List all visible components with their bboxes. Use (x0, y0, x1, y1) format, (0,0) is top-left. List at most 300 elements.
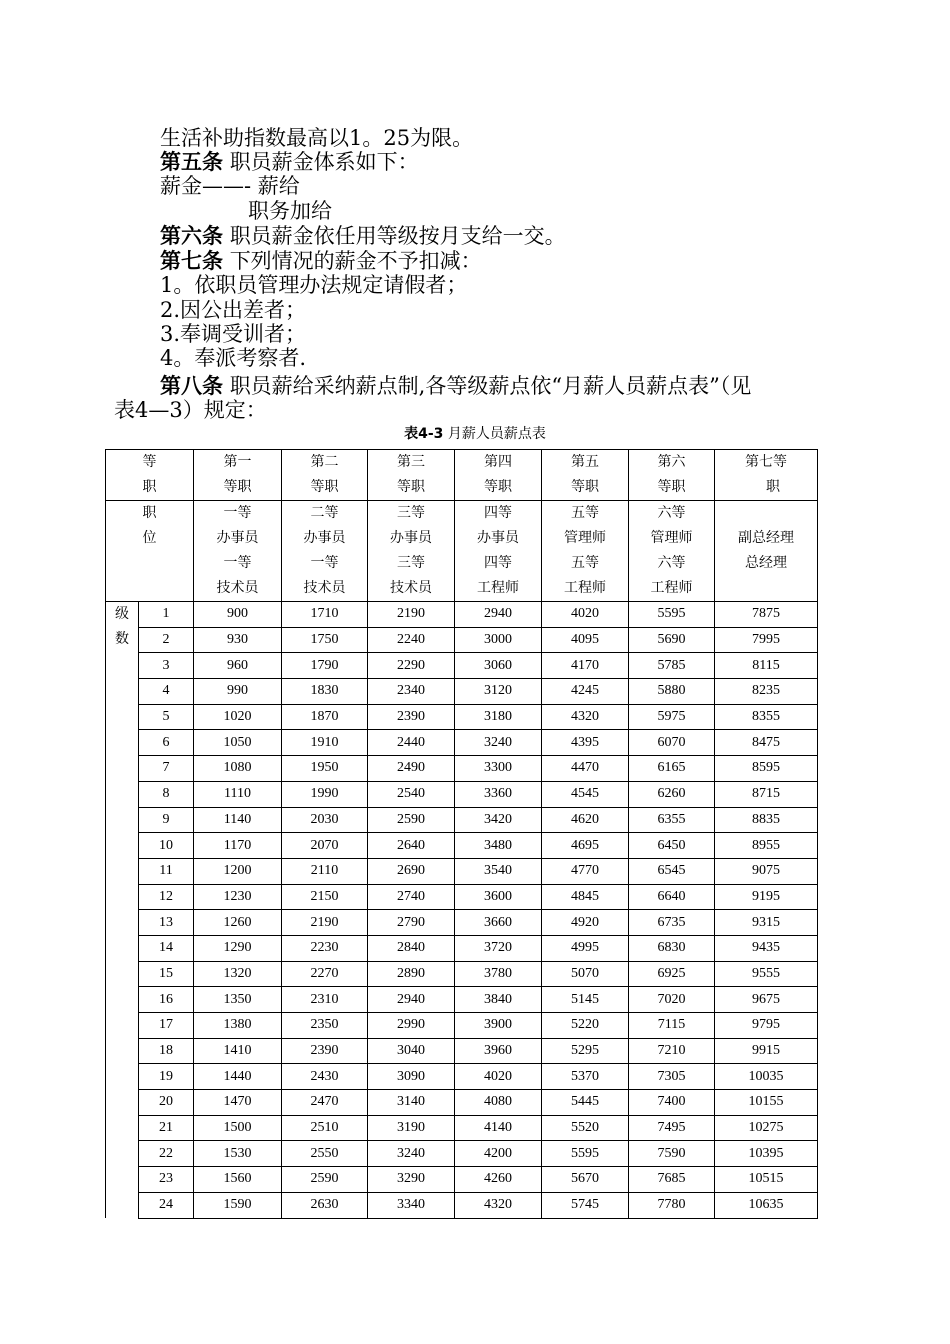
salary-point-cell: 7305 (629, 1064, 715, 1090)
salary-point-cell: 2310 (282, 987, 368, 1013)
salary-point-cell: 1750 (282, 627, 368, 653)
grade-header (282, 450, 368, 501)
grade-header (542, 450, 629, 501)
grade-header-line: 等职 (484, 480, 512, 495)
salary-point-cell: 7995 (715, 627, 818, 653)
salary-point-cell: 2540 (368, 781, 455, 807)
salary-point-cell: 1320 (194, 961, 282, 987)
salary-point-cell: 8475 (715, 730, 818, 756)
salary-point-cell: 7685 (629, 1167, 715, 1193)
level-label-text: 数 (115, 632, 129, 647)
table-row (106, 627, 818, 653)
salary-point-cell: 2340 (368, 679, 455, 705)
salary-point-cell: 7780 (629, 1192, 715, 1218)
salary-point-cell: 4140 (455, 1115, 542, 1141)
salary-point-cell: 3840 (455, 987, 542, 1013)
salary-point-cell: 10035 (715, 1064, 818, 1090)
salary-point-cell: 7210 (629, 1038, 715, 1064)
salary-point-cell: 8955 (715, 833, 818, 859)
salary-point-cell: 3720 (455, 935, 542, 961)
salary-point-cell: 9435 (715, 935, 818, 961)
position-line: 三等 (397, 556, 425, 571)
salary-point-table (105, 449, 818, 1219)
position-header (542, 501, 629, 602)
salary-point-cell: 4020 (542, 602, 629, 628)
salary-point-cell: 1710 (282, 602, 368, 628)
table-row (106, 756, 818, 782)
table-row (106, 704, 818, 730)
grade-header (455, 450, 542, 501)
salary-point-cell: 4845 (542, 884, 629, 910)
salary-point-cell: 4995 (542, 935, 629, 961)
salary-point-cell: 8835 (715, 807, 818, 833)
salary-point-cell: 2070 (282, 833, 368, 859)
grade-header-line: 第二 (310, 455, 339, 470)
grade-header (194, 450, 282, 501)
salary-point-cell: 3180 (455, 704, 542, 730)
article-8 (160, 374, 751, 398)
position-line: 管理师 (564, 531, 606, 546)
article-6 (160, 224, 566, 248)
salary-point-cell: 1020 (194, 704, 282, 730)
table-row (106, 679, 818, 705)
level-number-cell: 8 (139, 781, 194, 807)
salary-point-cell: 3240 (455, 730, 542, 756)
level-number-cell: 4 (139, 679, 194, 705)
corner-grade-text-2: 职 (142, 480, 157, 495)
salary-point-cell: 4470 (542, 756, 629, 782)
salary-point-cell: 3660 (455, 910, 542, 936)
salary-point-cell: 4260 (455, 1167, 542, 1193)
salary-point-cell: 3960 (455, 1038, 542, 1064)
salary-point-cell: 3000 (455, 627, 542, 653)
position-line: 六等 (657, 556, 686, 571)
salary-point-cell: 990 (194, 679, 282, 705)
salary-point-cell: 930 (194, 627, 282, 653)
salary-structure-line-2: 职务加给 (248, 199, 332, 223)
grade-header-line: 等职 (571, 480, 599, 495)
level-number-cell: 2 (139, 627, 194, 653)
salary-point-cell: 10635 (715, 1192, 818, 1218)
salary-point-cell: 5070 (542, 961, 629, 987)
position-header (368, 501, 455, 602)
salary-point-cell: 3540 (455, 858, 542, 884)
grade-header-line: 第一 (223, 455, 252, 470)
position-line: 办事员 (390, 531, 432, 546)
table-row (106, 807, 818, 833)
salary-point-cell: 8235 (715, 679, 818, 705)
article-7 (160, 249, 482, 273)
header-grade-row (106, 450, 818, 501)
level-number-cell: 10 (139, 833, 194, 859)
position-line: 三等 (397, 506, 425, 521)
salary-point-cell: 2430 (282, 1064, 368, 1090)
salary-point-cell: 5880 (629, 679, 715, 705)
salary-point-cell: 7590 (629, 1141, 715, 1167)
salary-point-cell: 4095 (542, 627, 629, 653)
level-label-cell (106, 602, 139, 1219)
salary-point-cell: 3120 (455, 679, 542, 705)
salary-point-cell: 5785 (629, 653, 715, 679)
salary-point-cell: 900 (194, 602, 282, 628)
level-number-cell: 7 (139, 756, 194, 782)
position-line: 一等 (223, 556, 252, 571)
salary-point-cell: 10275 (715, 1115, 818, 1141)
salary-point-cell: 2590 (368, 807, 455, 833)
salary-point-cell: 2550 (282, 1141, 368, 1167)
salary-point-cell: 1170 (194, 833, 282, 859)
position-line: 工程师 (477, 581, 519, 596)
position-line: 六等 (657, 506, 686, 521)
salary-structure-line-1: 薪金——- 薪给 (160, 174, 300, 198)
article-6-label: 第六条 (160, 224, 223, 248)
salary-point-cell: 5670 (542, 1167, 629, 1193)
position-header (629, 501, 715, 602)
salary-point-cell: 5145 (542, 987, 629, 1013)
article-8-continuation: 表4—3）规定： (114, 398, 267, 422)
salary-point-cell: 1590 (194, 1192, 282, 1218)
salary-point-cell: 7495 (629, 1115, 715, 1141)
position-line: 办事员 (216, 531, 259, 546)
salary-point-cell: 1440 (194, 1064, 282, 1090)
level-number-cell: 3 (139, 653, 194, 679)
position-header (715, 501, 818, 602)
salary-point-cell: 4245 (542, 679, 629, 705)
table-row (106, 1064, 818, 1090)
salary-point-cell: 10155 (715, 1090, 818, 1116)
level-number-cell: 6 (139, 730, 194, 756)
position-line: 二等 (310, 506, 339, 521)
salary-point-cell: 3780 (455, 961, 542, 987)
level-number-cell: 20 (139, 1090, 194, 1116)
grade-header-line: 第三 (397, 455, 425, 470)
level-number-cell: 14 (139, 935, 194, 961)
position-line: 技术员 (303, 581, 346, 596)
salary-point-cell: 8715 (715, 781, 818, 807)
table-row (106, 884, 818, 910)
table-row (106, 987, 818, 1013)
salary-point-cell: 4080 (455, 1090, 542, 1116)
position-line: 技术员 (216, 581, 259, 596)
table-row (106, 1090, 818, 1116)
position-header (194, 501, 282, 602)
level-number-cell: 23 (139, 1167, 194, 1193)
salary-point-cell: 9315 (715, 910, 818, 936)
salary-point-cell: 6640 (629, 884, 715, 910)
grade-header (368, 450, 455, 501)
salary-point-cell: 4770 (542, 858, 629, 884)
grade-header-line: 等职 (223, 480, 252, 495)
level-number-cell: 15 (139, 961, 194, 987)
salary-point-cell: 3190 (368, 1115, 455, 1141)
grade-header-line: 职 (766, 480, 780, 495)
salary-point-cell: 2890 (368, 961, 455, 987)
salary-point-cell: 7400 (629, 1090, 715, 1116)
salary-point-cell: 9555 (715, 961, 818, 987)
table-row (106, 961, 818, 987)
table-row (106, 1013, 818, 1039)
list-item: 3.奉调受训者； (160, 322, 307, 346)
salary-point-cell: 6925 (629, 961, 715, 987)
level-number-cell: 17 (139, 1013, 194, 1039)
level-number-cell: 24 (139, 1192, 194, 1218)
salary-point-cell: 1950 (282, 756, 368, 782)
table-row (106, 730, 818, 756)
table-row (106, 935, 818, 961)
salary-point-cell: 5595 (629, 602, 715, 628)
salary-point-cell: 4920 (542, 910, 629, 936)
table-row (106, 781, 818, 807)
salary-point-cell: 9915 (715, 1038, 818, 1064)
salary-point-cell: 1500 (194, 1115, 282, 1141)
position-line: 五等 (571, 506, 599, 521)
salary-point-cell: 2690 (368, 858, 455, 884)
salary-point-cell: 1470 (194, 1090, 282, 1116)
corner-grade-cell (106, 450, 194, 501)
article-8-text: 职员薪给采纳薪点制,各等级薪点依“月薪人员薪点表”（见 (229, 374, 752, 398)
salary-point-cell: 2640 (368, 833, 455, 859)
article-5-label: 第五条 (160, 150, 223, 174)
salary-point-cell: 2590 (282, 1167, 368, 1193)
level-number-cell: 18 (139, 1038, 194, 1064)
salary-point-cell: 1230 (194, 884, 282, 910)
salary-point-cell: 1530 (194, 1141, 282, 1167)
salary-point-cell: 3300 (455, 756, 542, 782)
list-item: 4。奉派考察者. (160, 346, 307, 370)
article-7-label: 第七条 (160, 249, 223, 273)
level-number-cell: 9 (139, 807, 194, 833)
salary-point-cell: 1200 (194, 858, 282, 884)
salary-point-cell: 4545 (542, 781, 629, 807)
salary-point-cell: 2510 (282, 1115, 368, 1141)
salary-point-cell: 2390 (368, 704, 455, 730)
salary-point-cell: 2440 (368, 730, 455, 756)
level-number-cell: 19 (139, 1064, 194, 1090)
salary-point-cell: 2030 (282, 807, 368, 833)
salary-point-cell: 6450 (629, 833, 715, 859)
salary-point-cell: 3900 (455, 1013, 542, 1039)
position-line: 四等 (484, 556, 512, 571)
grade-header (629, 450, 715, 501)
grade-header-line: 第四 (484, 455, 512, 470)
level-number-cell: 11 (139, 858, 194, 884)
salary-point-cell: 3600 (455, 884, 542, 910)
position-line: 一等 (310, 556, 339, 571)
article-7-text: 下列情况的薪金不予扣减： (229, 249, 482, 273)
grade-header (715, 450, 818, 501)
salary-point-cell: 1410 (194, 1038, 282, 1064)
salary-point-cell: 5690 (629, 627, 715, 653)
salary-point-cell: 1110 (194, 781, 282, 807)
salary-point-cell: 4695 (542, 833, 629, 859)
salary-point-cell: 5445 (542, 1090, 629, 1116)
salary-point-cell: 5520 (542, 1115, 629, 1141)
salary-point-cell: 9795 (715, 1013, 818, 1039)
table-row (106, 1038, 818, 1064)
salary-point-cell: 2190 (282, 910, 368, 936)
salary-point-cell: 5370 (542, 1064, 629, 1090)
grade-header-line: 第六 (657, 455, 686, 470)
article-8-label: 第八条 (160, 374, 223, 398)
salary-point-cell: 4200 (455, 1141, 542, 1167)
salary-point-cell: 1990 (282, 781, 368, 807)
salary-point-cell: 3040 (368, 1038, 455, 1064)
salary-point-cell: 1350 (194, 987, 282, 1013)
salary-point-cell: 8595 (715, 756, 818, 782)
salary-point-cell: 2630 (282, 1192, 368, 1218)
salary-point-cell: 4320 (455, 1192, 542, 1218)
salary-point-cell: 8355 (715, 704, 818, 730)
salary-point-cell: 1140 (194, 807, 282, 833)
level-number-cell: 1 (139, 602, 194, 628)
salary-point-cell: 6545 (629, 858, 715, 884)
grade-header-line: 第七等 (745, 455, 787, 470)
salary-point-cell: 4395 (542, 730, 629, 756)
grade-header-line: 等职 (310, 480, 339, 495)
table-row (106, 1167, 818, 1193)
salary-point-cell: 6830 (629, 935, 715, 961)
salary-point-cell: 4620 (542, 807, 629, 833)
list-item: 1。依职员管理办法规定请假者； (160, 273, 468, 297)
salary-point-cell: 6735 (629, 910, 715, 936)
salary-point-cell: 3140 (368, 1090, 455, 1116)
salary-point-cell: 4020 (455, 1064, 542, 1090)
salary-point-cell: 9675 (715, 987, 818, 1013)
position-line: 总经理 (745, 556, 787, 571)
salary-point-cell: 2240 (368, 627, 455, 653)
salary-point-cell: 960 (194, 653, 282, 679)
salary-point-cell: 7020 (629, 987, 715, 1013)
salary-point-cell: 2490 (368, 756, 455, 782)
level-number-cell: 21 (139, 1115, 194, 1141)
salary-point-cell: 1870 (282, 704, 368, 730)
position-line: 五等 (571, 556, 599, 571)
salary-point-cell: 1830 (282, 679, 368, 705)
salary-point-cell: 2790 (368, 910, 455, 936)
grade-header-line: 等职 (657, 480, 686, 495)
table-row (106, 1141, 818, 1167)
salary-point-cell: 1910 (282, 730, 368, 756)
salary-point-cell: 2940 (455, 602, 542, 628)
position-line (715, 501, 817, 526)
level-number-cell: 22 (139, 1141, 194, 1167)
salary-point-cell: 6070 (629, 730, 715, 756)
salary-point-cell: 6165 (629, 756, 715, 782)
salary-point-cell: 8115 (715, 653, 818, 679)
table-row (106, 602, 818, 628)
table-row (106, 1192, 818, 1218)
corner-position-cell (106, 501, 194, 602)
salary-point-cell: 6355 (629, 807, 715, 833)
salary-point-cell: 2940 (368, 987, 455, 1013)
table-caption (0, 424, 950, 444)
salary-point-cell: 3240 (368, 1141, 455, 1167)
salary-point-cell: 10395 (715, 1141, 818, 1167)
salary-point-cell: 2840 (368, 935, 455, 961)
salary-point-cell: 1050 (194, 730, 282, 756)
salary-point-cell: 4320 (542, 704, 629, 730)
article-5 (160, 150, 419, 174)
table-row (106, 653, 818, 679)
level-number-cell: 12 (139, 884, 194, 910)
salary-point-cell: 2390 (282, 1038, 368, 1064)
table-row (106, 858, 818, 884)
salary-point-cell: 9195 (715, 884, 818, 910)
salary-point-cell: 5295 (542, 1038, 629, 1064)
table-row (106, 1115, 818, 1141)
salary-point-cell: 1260 (194, 910, 282, 936)
level-number-cell: 5 (139, 704, 194, 730)
position-line: 副总经理 (738, 531, 794, 546)
corner-grade-text-1: 等 (142, 455, 157, 470)
salary-point-cell: 5595 (542, 1141, 629, 1167)
salary-point-cell: 10515 (715, 1167, 818, 1193)
salary-point-cell: 2470 (282, 1090, 368, 1116)
salary-point-cell: 9075 (715, 858, 818, 884)
salary-point-cell: 1380 (194, 1013, 282, 1039)
position-line: 办事员 (477, 531, 519, 546)
position-header (455, 501, 542, 602)
grade-header-line: 第五 (571, 455, 599, 470)
salary-point-cell: 2110 (282, 858, 368, 884)
list-item: 2.因公出差者； (160, 298, 307, 322)
position-line: 办事员 (303, 531, 346, 546)
salary-point-cell: 2990 (368, 1013, 455, 1039)
salary-point-cell: 5745 (542, 1192, 629, 1218)
salary-point-cell: 4170 (542, 653, 629, 679)
position-line: 工程师 (650, 581, 693, 596)
level-label-text: 级 (115, 607, 129, 622)
salary-point-cell: 2150 (282, 884, 368, 910)
salary-point-cell: 7115 (629, 1013, 715, 1039)
salary-point-cell: 3090 (368, 1064, 455, 1090)
salary-point-cell: 1560 (194, 1167, 282, 1193)
table-row (106, 910, 818, 936)
position-line: 技术员 (390, 581, 432, 596)
position-line: 管理师 (650, 531, 693, 546)
salary-point-cell: 1790 (282, 653, 368, 679)
level-number-cell: 13 (139, 910, 194, 936)
salary-point-cell: 2230 (282, 935, 368, 961)
salary-point-cell: 1290 (194, 935, 282, 961)
salary-point-cell: 2290 (368, 653, 455, 679)
salary-point-cell: 3420 (455, 807, 542, 833)
salary-point-cell: 2350 (282, 1013, 368, 1039)
salary-point-cell: 2270 (282, 961, 368, 987)
table-row (106, 833, 818, 859)
paragraph-living-subsidy: 生活补助指数最高以1。25为限。 (160, 126, 474, 150)
salary-point-cell: 6260 (629, 781, 715, 807)
position-line: 四等 (484, 506, 512, 521)
salary-point-cell: 2740 (368, 884, 455, 910)
corner-position-text-2: 位 (142, 531, 157, 546)
position-header (282, 501, 368, 602)
position-line: 一等 (223, 506, 252, 521)
salary-point-cell: 1080 (194, 756, 282, 782)
article-5-text: 职员薪金体系如下： (229, 150, 419, 174)
article-6-text: 职员薪金依任用等级按月支给一交。 (229, 224, 566, 248)
table-caption-number: 表4-3 (404, 426, 444, 442)
salary-point-cell: 3360 (455, 781, 542, 807)
table-caption-title: 月薪人员薪点表 (447, 426, 546, 442)
corner-position-text-1: 职 (142, 506, 157, 521)
grade-header-line: 等职 (397, 480, 425, 495)
level-number-cell: 16 (139, 987, 194, 1013)
salary-point-cell: 7875 (715, 602, 818, 628)
salary-point-cell: 3340 (368, 1192, 455, 1218)
position-line (715, 576, 817, 601)
salary-point-cell: 5220 (542, 1013, 629, 1039)
